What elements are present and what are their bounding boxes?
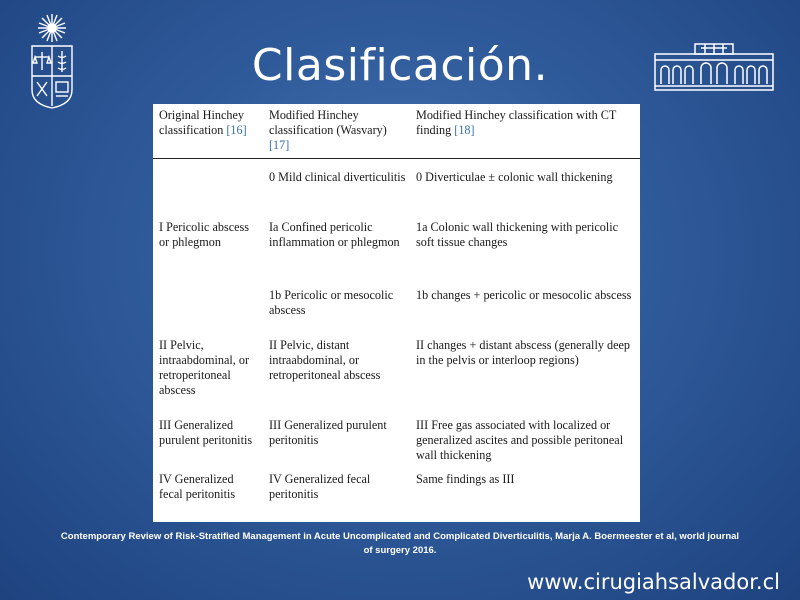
- table-cell: II Pelvic, distant intraabdominal, or retroperitoneal abscess: [269, 338, 381, 382]
- header-ref-link[interactable]: [17]: [269, 138, 290, 152]
- table-cell: Ia Confined pericolic inflammation or phlegmon: [269, 220, 400, 249]
- table-header-row: [153, 104, 640, 159]
- table-cell: Same findings as III: [416, 472, 515, 486]
- table-row: [153, 413, 640, 467]
- header-text: Original Hinchey classification: [159, 108, 244, 137]
- table-cell: IV Generalized fecal peritonitis: [159, 472, 236, 501]
- header-text: Modified Hinchey classification (Wasvary): [269, 108, 387, 137]
- hinchey-classification-table: [153, 104, 640, 522]
- header-modified-wasvary: [263, 104, 410, 159]
- table-cell: II Pelvic, intraabdominal, or retroperitoneal abscess: [159, 338, 250, 397]
- header-original-hinchey: [153, 104, 263, 159]
- header-ref-link[interactable]: [18]: [454, 123, 475, 137]
- table-cell: I Pericolic abscess or phlegmon: [159, 220, 250, 249]
- table-row: [153, 165, 640, 215]
- table-row: [153, 215, 640, 283]
- table-cell: III Generalized purulent peritonitis: [269, 418, 387, 447]
- header-ref-link[interactable]: [16]: [226, 123, 247, 137]
- table-cell: [153, 283, 263, 333]
- table-cell: III Free gas associated with localized or generalized ascites and possible peritoneal wall thickening: [416, 418, 624, 462]
- table-row: [153, 333, 640, 413]
- table-row: [153, 283, 640, 333]
- header-text: Modified Hinchey classification with CT finding: [416, 108, 617, 137]
- table-cell: [153, 165, 263, 215]
- table-row: [153, 467, 640, 506]
- table-cell: 1a Colonic wall thickening with pericolic soft tissue changes: [416, 220, 619, 249]
- table-cell: 1b Pericolic or mesocolic abscess: [269, 288, 394, 317]
- table-cell: III Generalized purulent peritonitis: [159, 418, 253, 447]
- classification-table: [153, 104, 640, 506]
- table-cell: 0 Diverticulae ± colonic wall thickening: [416, 170, 613, 184]
- table-cell: 0 Mild clinical diverticulitis: [269, 170, 406, 184]
- table-cell: IV Generalized fecal peritonitis: [269, 472, 371, 501]
- citation-reference: Contemporary Review of Risk-Stratified Management in Acute Uncomplicated and Complicated Diverticulitis, Marja A. Boermeester et al, world journal of surgery 2016.: [60, 531, 740, 556]
- website-url[interactable]: www.cirugiahsalvador.cl: [527, 570, 780, 594]
- table-cell: 1b changes + pericolic or mesocolic abscess: [416, 288, 632, 302]
- table-cell: II changes + distant abscess (generally deep in the pelvis or interloop regions): [416, 338, 630, 367]
- slide-title: Clasificación.: [251, 40, 549, 91]
- header-modified-ct: [410, 104, 640, 159]
